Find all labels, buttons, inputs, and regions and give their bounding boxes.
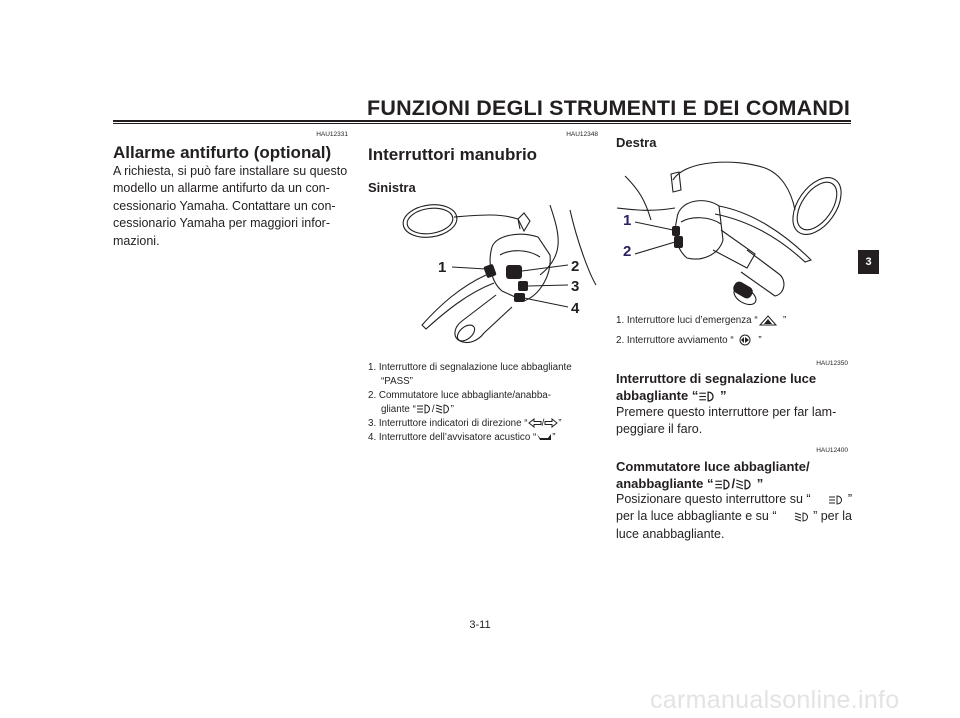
start-switch <box>674 236 683 248</box>
mirror-stem <box>454 215 520 229</box>
caption-text: 2. Interruttore avviamento “ <box>616 335 734 346</box>
turn-left-icon <box>528 418 542 428</box>
caption-1 <box>616 314 856 328</box>
text-fragment: Posizionare questo interruttore su “ <box>616 492 811 506</box>
throttle-sleeve <box>713 230 755 268</box>
high-beam-icon <box>714 479 732 490</box>
figure-label-2: 2 <box>623 243 632 260</box>
text-fragment: ” <box>847 492 852 506</box>
mirror-mount <box>671 172 681 192</box>
turn-signal-switch <box>518 281 528 291</box>
text-line: cessionario Yamaha per maggiori infor- <box>113 216 331 231</box>
horn-icon <box>536 432 552 442</box>
title-text: abbagliante “ <box>616 388 699 403</box>
figure-label-3: 3 <box>571 278 580 295</box>
caption-text: 3. Interruttore indicatori di direzione “ <box>368 418 528 429</box>
title-text: anabbagliante “ <box>616 476 714 491</box>
section-title-pass-switch <box>616 370 856 404</box>
caption-text: ” <box>450 404 454 415</box>
leader-line-1 <box>452 267 486 269</box>
caption-text: / <box>541 418 545 429</box>
caption-1 <box>368 361 608 389</box>
text-line: peggiare il faro. <box>616 422 703 437</box>
title-text: / <box>731 476 736 491</box>
header-rule-thin <box>113 123 851 124</box>
caption-text: ” <box>558 418 562 429</box>
text-line: Premere questo interruttore per far lam- <box>616 405 837 419</box>
turn-right-icon <box>541 418 558 429</box>
leader-line-2 <box>635 242 675 254</box>
section-title-antitheft: Allarme antifurto (optional) <box>113 143 332 162</box>
title-text: ” <box>719 388 727 403</box>
caption-text: ” <box>552 432 556 443</box>
caption-text: ” <box>758 335 762 346</box>
caption-text: 1. Interruttore di segnalazione luce abbagliante <box>368 362 572 373</box>
dimmer-switch <box>506 265 522 279</box>
subtitle-right: Destra <box>616 135 657 150</box>
low-beam-icon <box>435 404 451 414</box>
low-beam-icon <box>735 479 753 490</box>
caption-4 <box>368 431 608 445</box>
caption-2 <box>616 334 856 348</box>
mirror-glass <box>789 175 845 236</box>
watermark: carmanualsonline.info <box>650 686 900 714</box>
caption-text: gliante “ <box>381 404 416 415</box>
chapter-tab: 3 <box>858 250 879 274</box>
text-line: mazioni. <box>113 233 160 248</box>
figure-label-1: 1 <box>623 212 632 229</box>
high-beam-icon <box>698 391 716 402</box>
section-title-dimmer-switch <box>616 458 856 492</box>
text-fragment: ” per la <box>813 509 852 524</box>
cable-2 <box>617 208 675 210</box>
caption-2 <box>368 389 608 417</box>
switch-housing <box>675 201 723 259</box>
lever <box>422 275 494 329</box>
housing-seam <box>500 251 540 257</box>
caption-text: ” <box>783 315 787 326</box>
page-header-title: FUNZIONI DEGLI STRUMENTI E DEI COMANDI <box>367 96 850 120</box>
figure-label-1: 1 <box>438 259 447 276</box>
page-number: 3-11 <box>469 619 491 631</box>
right-handlebar-illustration <box>615 150 855 308</box>
hazard-switch <box>672 226 680 236</box>
subtitle-left: Sinistra <box>368 180 416 195</box>
section-code: HAU12350 <box>816 360 848 367</box>
leader-line-1 <box>635 222 673 230</box>
caption-text: / <box>431 404 435 415</box>
dimmer-switch-text <box>616 491 852 543</box>
text-line <box>616 508 852 525</box>
low-beam-icon <box>794 512 810 522</box>
text-line: cessionario Yamaha. Contattare un con- <box>113 198 336 213</box>
caption-text: 2. Commutatore luce abbagliante/anabba- <box>368 390 551 401</box>
lever <box>715 206 811 262</box>
start-icon <box>734 334 756 346</box>
section-code: HAU12400 <box>816 447 848 454</box>
cable <box>540 205 558 275</box>
high-beam-icon <box>416 404 432 414</box>
section-title-handlebar-switches: Interruttori manubrio <box>368 145 538 164</box>
title-line: Commutatore luce abbagliante/ <box>616 459 810 474</box>
figure-label-2: 2 <box>571 258 580 275</box>
text-line <box>616 491 852 508</box>
leader-line-3 <box>528 285 568 286</box>
title-text: ” <box>756 476 764 491</box>
section-code: HAU12348 <box>566 131 598 138</box>
hazard-icon <box>758 315 778 326</box>
antitheft-text <box>113 163 349 250</box>
mirror-stem <box>673 162 795 210</box>
caption-text: 4. Interruttore dell’avvisatore acustico “ <box>368 432 537 443</box>
high-beam-icon <box>828 495 844 505</box>
horn-switch <box>514 293 525 302</box>
title-line <box>616 387 856 404</box>
left-handlebar-illustration <box>400 195 600 350</box>
text-line: luce anabbagliante. <box>616 526 725 541</box>
header-rule <box>113 120 851 122</box>
leader-line-4 <box>524 298 568 307</box>
bar-end <box>731 280 754 300</box>
text-fragment: per la luce abbagliante e su “ <box>616 509 777 524</box>
left-figure-captions <box>368 361 608 445</box>
mirror <box>401 201 459 240</box>
grip <box>455 295 512 343</box>
section-code: HAU12331 <box>316 131 348 138</box>
pass-switch-text <box>616 404 852 439</box>
housing-seam <box>681 218 721 224</box>
right-figure-captions <box>616 314 856 348</box>
text-line: modello un allarme antifurto da un con- <box>113 181 330 196</box>
caption-3 <box>368 417 608 431</box>
title-line: Interruttore di segnalazione luce <box>616 371 817 386</box>
figure-label-4: 4 <box>571 300 580 317</box>
text-line: A richiesta, si può fare installare su questo <box>113 164 348 178</box>
caption-text: 1. Interruttore luci d’emergenza “ <box>616 315 758 326</box>
mirror <box>783 169 851 243</box>
title-line <box>616 475 856 492</box>
caption-text: “PASS” <box>381 376 413 387</box>
pass-switch <box>483 264 497 279</box>
